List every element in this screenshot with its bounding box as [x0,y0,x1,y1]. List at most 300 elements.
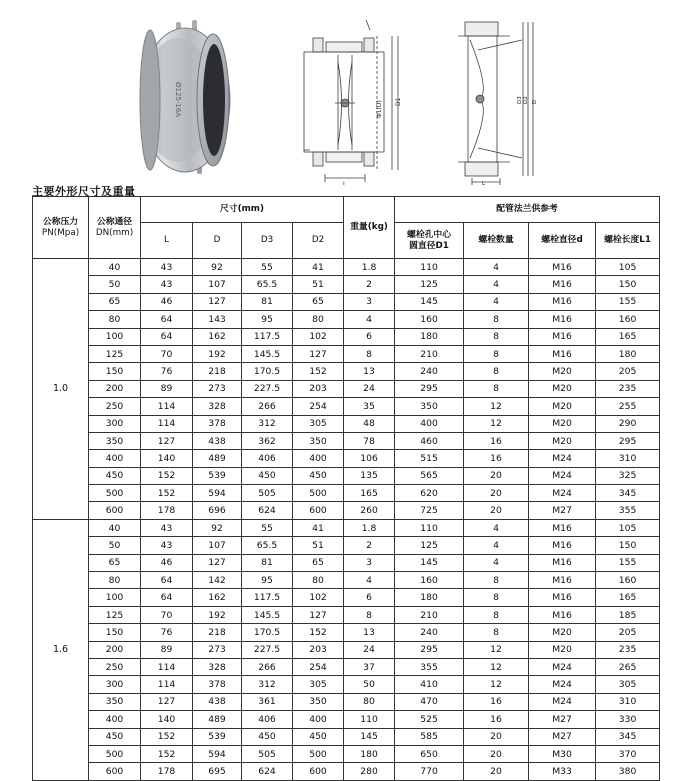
table-cell: 300 [89,676,141,693]
table-cell: 65 [293,293,344,310]
header-D: D [193,223,242,259]
table-cell: 192 [193,606,242,623]
table-cell: 8 [464,328,529,345]
table-cell: 100 [89,328,141,345]
table-cell: M24 [529,693,596,710]
table-cell: 106 [344,450,395,467]
table-row [33,467,660,484]
table-cell: 170.5 [242,624,293,641]
header-bolt-circle [395,223,464,259]
valve-marking: Ø125-16A [174,82,182,118]
table-cell: 254 [293,398,344,415]
table-cell: 51 [293,276,344,293]
table-cell: M24 [529,450,596,467]
table-cell: 64 [141,589,193,606]
table-cell: M16 [529,589,596,606]
table-cell: 145 [344,728,395,745]
table-row [33,589,660,606]
table-cell: 35 [344,398,395,415]
table-cell: 125 [395,276,464,293]
table-cell: 24 [344,641,395,658]
table-row [33,606,660,623]
table-cell: 6 [344,328,395,345]
table-cell: 127 [193,293,242,310]
table-cell: 80 [293,572,344,589]
table-cell: 50 [89,276,141,293]
table-cell: 142 [193,572,242,589]
table-cell: M20 [529,415,596,432]
table-cell: 594 [193,485,242,502]
table-cell: 400 [89,711,141,728]
table-cell: 140 [141,711,193,728]
table-cell: 770 [395,763,464,780]
table-cell: M33 [529,763,596,780]
table-cell: M20 [529,641,596,658]
table-cell: 240 [395,363,464,380]
table-row [33,311,660,328]
table-cell: 725 [395,502,464,519]
table-cell: 200 [89,641,141,658]
table-cell: 80 [344,693,395,710]
table-cell: M24 [529,485,596,502]
table-cell: 180 [395,589,464,606]
table-cell: 114 [141,415,193,432]
table-cell: 65.5 [242,537,293,554]
table-cell: 8 [464,345,529,362]
table-cell: 180 [395,328,464,345]
table-cell: 65 [89,293,141,310]
table-cell: 162 [193,589,242,606]
header-bolt-diameter: 螺栓直径d [529,223,596,259]
table-cell: 406 [242,450,293,467]
table-cell: 620 [395,485,464,502]
table-row [33,676,660,693]
table-cell: 362 [242,432,293,449]
table-cell: 65 [293,554,344,571]
table-cell: 150 [89,624,141,641]
front-label-0: D3 [517,96,523,104]
header-dn-line2: DN(mm) [95,227,134,238]
table-cell: 696 [193,502,242,519]
table-cell: 600 [293,763,344,780]
table-cell: 145.5 [242,606,293,623]
table-cell: 4 [464,519,529,536]
side-label-0: Φ1(D) [376,100,383,118]
table-cell: 624 [242,763,293,780]
spec-table [32,196,660,781]
table-cell: 240 [395,624,464,641]
table-cell: 203 [293,641,344,658]
table-cell: 150 [89,363,141,380]
table-cell: 114 [141,658,193,675]
table-cell: 273 [193,380,242,397]
table-cell: 145 [395,293,464,310]
side-section-drawing [304,20,398,182]
table-cell: 125 [89,606,141,623]
table-cell: 80 [89,311,141,328]
table-cell: 6 [344,589,395,606]
table-cell: 51 [293,537,344,554]
header-L: L [141,223,193,259]
table-cell: 400 [395,415,464,432]
table-cell: 305 [293,676,344,693]
table-row [33,398,660,415]
table-cell: 305 [293,415,344,432]
table-cell: 3 [344,554,395,571]
table-row [33,693,660,710]
table-cell: 46 [141,554,193,571]
table-cell: 489 [193,711,242,728]
table-cell: 594 [193,745,242,762]
table-cell: 8 [464,589,529,606]
table-cell: 64 [141,311,193,328]
table-cell: 16 [464,693,529,710]
table-cell: M24 [529,467,596,484]
table-cell: 489 [193,450,242,467]
table-cell: 450 [89,728,141,745]
table-cell: 12 [464,676,529,693]
table-cell: 127 [141,432,193,449]
product-figures [0,0,700,185]
table-cell: 110 [395,259,464,276]
table-cell: 406 [242,711,293,728]
table-cell: 505 [242,485,293,502]
table-cell: 102 [293,328,344,345]
table-cell: 152 [293,363,344,380]
table-cell: 160 [395,311,464,328]
table-cell: 250 [89,658,141,675]
table-cell: 295 [596,432,660,449]
table-cell: 55 [242,259,293,276]
table-cell: 155 [596,293,660,310]
table-cell: 150 [596,276,660,293]
table-row [33,328,660,345]
table-cell: 218 [193,624,242,641]
header-D2: D2 [293,223,344,259]
table-cell: 400 [293,450,344,467]
table-cell: 152 [141,745,193,762]
table-cell: 13 [344,624,395,641]
table-cell: 70 [141,345,193,362]
table-row [33,763,660,780]
table-cell: 4 [464,293,529,310]
table-cell: 160 [596,572,660,589]
table-row [33,554,660,571]
table-cell: M16 [529,606,596,623]
table-cell: 310 [596,450,660,467]
table-cell: 265 [596,658,660,675]
table-cell: 300 [89,415,141,432]
table-cell: M20 [529,363,596,380]
header-D3: D3 [242,223,293,259]
table-row [33,572,660,589]
table-cell: 210 [395,606,464,623]
table-row [33,380,660,397]
table-cell: 370 [596,745,660,762]
table-row [33,745,660,762]
table-cell: 8 [464,606,529,623]
table-row [33,432,660,449]
table-cell: 600 [89,763,141,780]
table-cell: 355 [596,502,660,519]
header-bolt-length: 螺栓长度L1 [596,223,660,259]
table-cell: 210 [395,345,464,362]
table-cell: 4 [344,311,395,328]
table-cell: 227.5 [242,380,293,397]
table-cell: M16 [529,328,596,345]
table-cell: 355 [395,658,464,675]
table-row [33,259,660,276]
header-dn-line1: 公称通径 [96,216,133,227]
table-cell: 235 [596,641,660,658]
front-label-2: D [532,99,538,104]
table-cell: 500 [293,485,344,502]
table-cell: 8 [464,380,529,397]
table-cell: 8 [464,311,529,328]
table-cell: 92 [193,519,242,536]
table-cell: 539 [193,728,242,745]
table-row [33,502,660,519]
table-cell: 20 [464,763,529,780]
table-cell: 170.5 [242,363,293,380]
table-cell: 64 [141,328,193,345]
table-cell: M16 [529,554,596,571]
table-row [33,519,660,536]
table-cell: 266 [242,658,293,675]
table-cell: 438 [193,432,242,449]
table-cell: 135 [344,467,395,484]
table-row [33,728,660,745]
table-cell: 273 [193,641,242,658]
table-cell: 20 [464,745,529,762]
table-cell: 2 [344,537,395,554]
table-cell: 160 [395,572,464,589]
table-cell: 350 [89,432,141,449]
table-cell: M27 [529,728,596,745]
table-cell: 20 [464,485,529,502]
table-cell: 8 [344,345,395,362]
table-cell: 127 [141,693,193,710]
table-cell: 40 [89,259,141,276]
table-cell: 95 [242,311,293,328]
table-cell: 43 [141,537,193,554]
table-cell: 50 [89,537,141,554]
valve-photo [140,20,230,174]
table-cell: 227.5 [242,641,293,658]
table-cell: 345 [596,485,660,502]
table-cell: 110 [395,519,464,536]
table-cell: 43 [141,276,193,293]
table-cell: 600 [89,502,141,519]
table-row [33,624,660,641]
table-cell: M27 [529,711,596,728]
table-cell: 505 [242,745,293,762]
table-row [33,537,660,554]
table-cell: 105 [596,259,660,276]
table-cell: 16 [464,711,529,728]
table-cell: 312 [242,415,293,432]
table-cell: 8 [464,572,529,589]
table-cell: 325 [596,467,660,484]
table-cell: M24 [529,658,596,675]
table-cell: 295 [395,641,464,658]
table-cell: 107 [193,276,242,293]
table-cell: 46 [141,293,193,310]
table-cell: 40 [89,519,141,536]
table-cell: 152 [141,467,193,484]
table-cell: 155 [596,554,660,571]
header-pn-line2: PN(Mpa) [41,227,80,238]
table-cell: 410 [395,676,464,693]
table-cell: 178 [141,502,193,519]
table-cell: 345 [596,728,660,745]
table-cell: 165 [596,589,660,606]
table-cell: 600 [293,502,344,519]
table-cell: 3 [344,293,395,310]
table-cell: 55 [242,519,293,536]
table-cell: 500 [89,745,141,762]
table-cell: 4 [344,572,395,589]
table-cell: 218 [193,363,242,380]
table-cell: 78 [344,432,395,449]
table-cell: 254 [293,658,344,675]
table-cell: M16 [529,345,596,362]
table-row [33,485,660,502]
table-cell: 4 [464,259,529,276]
table-cell: 266 [242,398,293,415]
table-cell: M16 [529,519,596,536]
table-cell: 110 [344,711,395,728]
table-cell: 330 [596,711,660,728]
table-cell: 150 [596,537,660,554]
table-cell: 127 [293,345,344,362]
table-cell: 8 [464,624,529,641]
table-cell: 145.5 [242,345,293,362]
table-cell: 565 [395,467,464,484]
table-cell: 152 [293,624,344,641]
table-cell: M24 [529,676,596,693]
table-cell: 255 [596,398,660,415]
header-bolt-count: 螺栓数量 [464,223,529,259]
table-cell: 20 [464,467,529,484]
table-cell: 127 [193,554,242,571]
table-cell: 1.8 [344,519,395,536]
table-cell: M20 [529,432,596,449]
table-cell: 2 [344,276,395,293]
front-label-1: D2 [523,96,529,104]
table-cell: 107 [193,537,242,554]
table-cell: 92 [193,259,242,276]
table-cell: 50 [344,676,395,693]
table-cell: 328 [193,398,242,415]
table-cell: M16 [529,537,596,554]
table-cell: 105 [596,519,660,536]
table-cell: 20 [464,728,529,745]
table-cell: M16 [529,311,596,328]
table-cell: 250 [89,398,141,415]
table-row [33,276,660,293]
header-pn-line1: 公称压力 [42,216,79,227]
table-cell: 8 [344,606,395,623]
table-cell: 280 [344,763,395,780]
table-cell: M20 [529,624,596,641]
table-cell: 1.8 [344,259,395,276]
table-cell: 185 [596,606,660,623]
table-cell: 450 [242,467,293,484]
table-cell: 117.5 [242,589,293,606]
table-cell: 361 [242,693,293,710]
table-row [33,363,660,380]
table-cell: 205 [596,363,660,380]
table-cell: 76 [141,624,193,641]
table-cell: 43 [141,259,193,276]
table-cell: 102 [293,589,344,606]
table-cell: 162 [193,328,242,345]
table-cell: 100 [89,589,141,606]
table-cell: 500 [89,485,141,502]
table-cell: 114 [141,398,193,415]
table-cell: 152 [141,485,193,502]
table-cell: 378 [193,676,242,693]
table-cell: 450 [293,728,344,745]
table-cell: 165 [596,328,660,345]
table-cell: 143 [193,311,242,328]
section-title: 主要外形尺寸及重量 [32,185,136,198]
table-cell: 585 [395,728,464,745]
table-cell: 400 [293,711,344,728]
table-cell: 515 [395,450,464,467]
table-cell: M20 [529,398,596,415]
front-label-3: L [482,181,486,185]
table-cell: 438 [193,693,242,710]
side-label-2: L [343,181,347,185]
table-cell: 95 [242,572,293,589]
table-cell: 203 [293,380,344,397]
table-cell: 295 [395,380,464,397]
table-cell: 350 [89,693,141,710]
table-row [33,711,660,728]
table-cell: 350 [293,693,344,710]
table-cell: 37 [344,658,395,675]
table-cell: 350 [395,398,464,415]
table-cell: 64 [141,572,193,589]
table-cell: 380 [596,763,660,780]
table-cell: 312 [242,676,293,693]
pn-group-cell: 1.0 [33,259,89,520]
table-row [33,450,660,467]
table-cell: 260 [344,502,395,519]
spec-table-body [33,259,660,781]
table-cell: 235 [596,380,660,397]
table-cell: 12 [464,658,529,675]
table-cell: 165 [344,485,395,502]
table-cell: 89 [141,641,193,658]
table-cell: 525 [395,711,464,728]
table-cell: 125 [395,537,464,554]
table-cell: 48 [344,415,395,432]
table-cell: 80 [293,311,344,328]
table-cell: M16 [529,293,596,310]
table-cell: 127 [293,606,344,623]
table-cell: 205 [596,624,660,641]
table-cell: 43 [141,519,193,536]
header-bolt-circle-line2: 圆直径D1 [409,240,449,251]
table-cell: 24 [344,380,395,397]
table-cell: 500 [293,745,344,762]
table-cell: 624 [242,502,293,519]
table-cell: M16 [529,259,596,276]
table-cell: 450 [242,728,293,745]
